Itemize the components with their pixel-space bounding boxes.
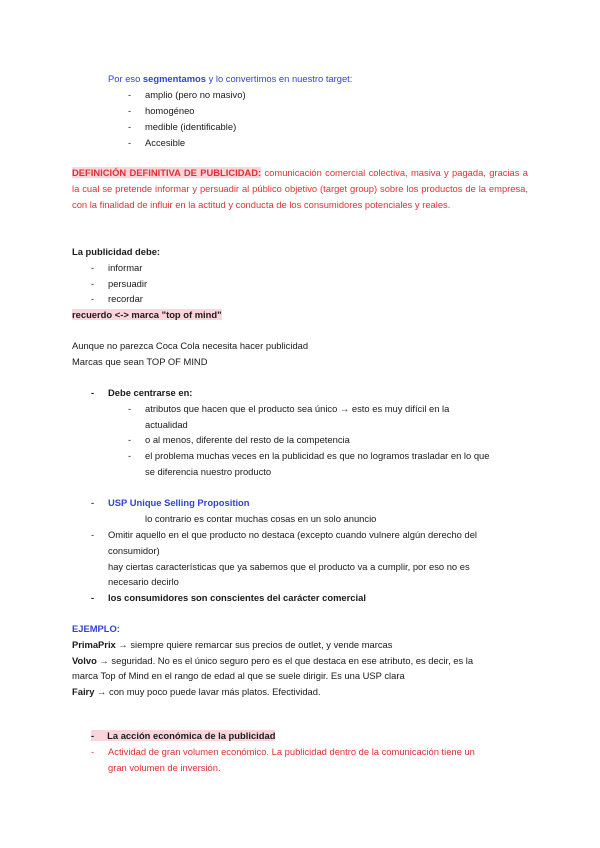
- recall-text: recuerdo <-> marca "top of mind": [72, 309, 222, 320]
- focus-item1-line1: atributos que hacen que el producto sea único → esto es muy difícil en la: [145, 403, 450, 414]
- focus-item3-line2: se diferencia nuestro producto: [145, 466, 272, 477]
- recall-line: [72, 309, 222, 321]
- economic-text-line2: gran volumen de inversión.: [108, 762, 221, 773]
- segment-item: homogéneo: [145, 105, 195, 116]
- definition-paragraph: [72, 165, 528, 213]
- must-item: persuadir: [108, 278, 148, 289]
- usp-contrary: lo contrario es contar muchas cosas en un solo anuncio: [145, 513, 377, 524]
- primaprix-text: → siempre quiere remarcar sus precios de outlet, y vende marcas: [115, 639, 393, 650]
- dash-icon: -: [91, 262, 95, 273]
- economic-text-line1: Actividad de gran volumen económico. La publicidad dentro de la comunicación tiene un: [108, 746, 475, 757]
- example-fairy: [72, 686, 321, 698]
- segment-item: medible (identificable): [145, 121, 237, 132]
- dash-icon: -: [91, 730, 95, 741]
- dash-icon: -: [91, 387, 95, 398]
- dash-icon: -: [91, 278, 95, 289]
- segment-intro-bold: segmentamos: [142, 73, 206, 84]
- dash-icon: -: [128, 89, 132, 100]
- dash-icon: -: [128, 105, 132, 116]
- dash-icon: -: [128, 121, 132, 132]
- usp-chars-line1: hay ciertas características que ya sabemos que el producto va a cumplir, por eso no es: [108, 561, 470, 572]
- focus-item2: o al menos, diferente del resto de la competencia: [145, 434, 350, 445]
- usp-chars-line2: necesario decirlo: [108, 576, 179, 587]
- cocacola-line1: Aunque no parezca Coca Cola necesita hacer publicidad: [72, 340, 309, 351]
- example-volvo-line2: marca Top of Mind en el rango de edad al que se suele dirigir. Es una USP clara: [72, 670, 405, 681]
- usp-aware: los consumidores son conscientes del carácter comercial: [108, 592, 366, 603]
- dash-icon: -: [128, 403, 132, 414]
- focus-item1-line2: actualidad: [145, 419, 188, 430]
- example-title: EJEMPLO:: [72, 623, 120, 634]
- segment-item: amplio (pero no masivo): [145, 89, 246, 100]
- dash-icon: -: [128, 450, 132, 461]
- economic-title-row: [91, 730, 275, 742]
- usp-omit-line2: consumidor): [108, 545, 160, 556]
- dash-icon: -: [91, 746, 95, 757]
- dash-icon: -: [91, 293, 95, 304]
- must-item: informar: [108, 262, 143, 273]
- segment-intro: [108, 73, 352, 85]
- must-item: recordar: [108, 293, 143, 304]
- dash-icon: -: [91, 592, 95, 603]
- dash-icon: -: [91, 497, 95, 508]
- must-title: La publicidad debe:: [72, 246, 161, 257]
- dash-icon: -: [128, 137, 132, 148]
- definition-text: comunicación comercial colectiva, masiva y pagada, gracias a la cual se pretende informar y persuadir al público objetivo (target group) sobre los productos de la empresa, con la finalidad de influir en la actitud y conducta de los consumidores potenciales y reales.: [72, 167, 528, 210]
- volvo-brand: Volvo: [72, 655, 97, 666]
- usp-omit-line1: Omitir aquello en el que producto no destaca (excepto cuando vulnere algún derecho del: [108, 529, 477, 540]
- focus-title: Debe centrarse en:: [108, 387, 193, 398]
- definition-label: DEFINICIÓN DEFINITIVA DE PUBLICIDAD:: [72, 167, 262, 178]
- segment-item: Accesible: [145, 137, 186, 148]
- primaprix-brand: PrimaPrix: [72, 639, 116, 650]
- volvo-text: → seguridad. No es el único seguro pero es el que destaca en ese atributo, es decir, es la: [96, 655, 474, 666]
- example-volvo: [72, 655, 473, 667]
- fairy-text: → con muy poco puede lavar más platos. Efectividad.: [94, 686, 321, 697]
- dash-icon: -: [128, 434, 132, 445]
- economic-title-hl: [91, 730, 275, 741]
- economic-title: La acción económica de la publicidad: [107, 730, 276, 741]
- example-primaprix: [72, 639, 392, 651]
- cocacola-line2: Marcas que sean TOP OF MIND: [72, 356, 208, 367]
- focus-item3-line1: el problema muchas veces en la publicidad es que no logramos trasladar en lo que: [145, 450, 490, 461]
- segment-intro-pre: Por eso: [108, 73, 143, 84]
- dash-icon: -: [91, 529, 95, 540]
- fairy-brand: Fairy: [72, 686, 95, 697]
- usp-title: USP Unique Selling Proposition: [108, 497, 250, 508]
- segment-intro-post: y lo convertimos en nuestro target:: [205, 73, 353, 84]
